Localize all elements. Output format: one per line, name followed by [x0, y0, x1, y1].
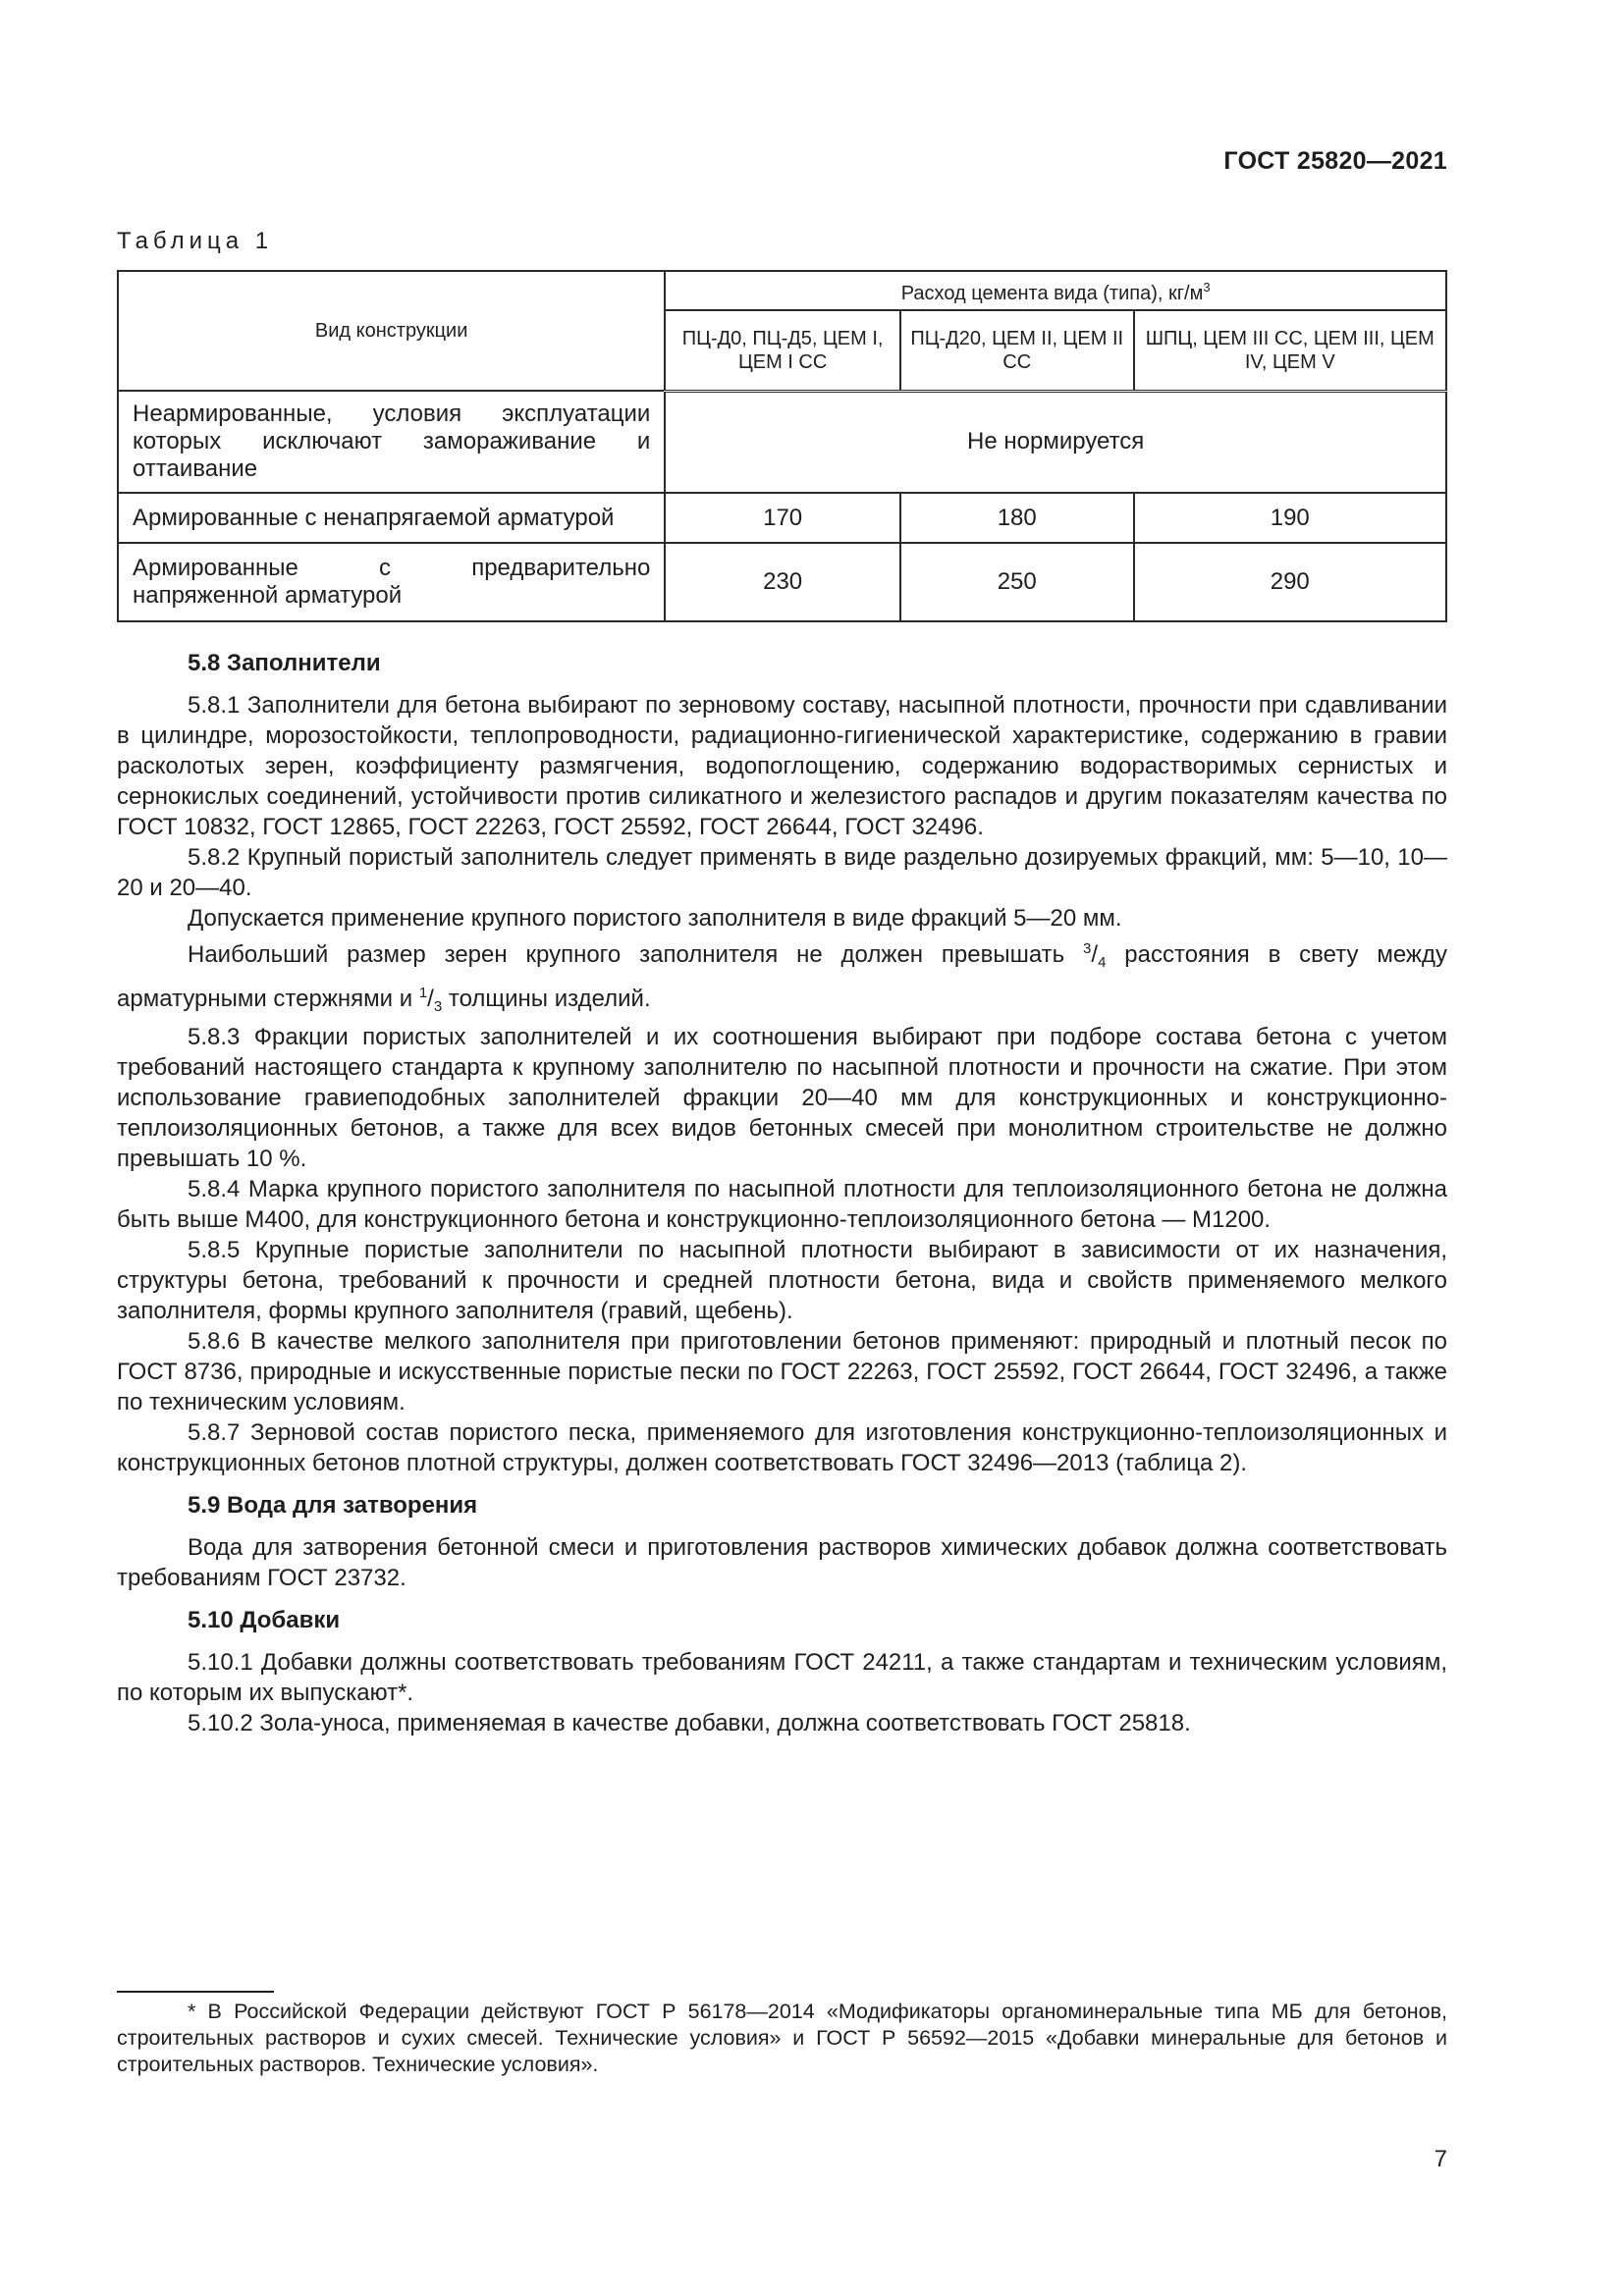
- section-heading-5-10: 5.10 Добавки: [188, 1607, 341, 1633]
- fraction-one-third: $^1/_3$: [418, 985, 443, 1015]
- table-caption: Таблица 1: [117, 228, 274, 254]
- standard-code-header: ГОСТ 25820—2021: [1223, 147, 1447, 175]
- paragraph-5-10-1: 5.10.1 Добавки должны соответствовать требованиям ГОСТ 24211, а также стандартам и техническим условиям, по которым их выпускают*.: [117, 1649, 1447, 1706]
- header-construction-type: Вид конструкции: [118, 271, 665, 391]
- paragraph-5-8-7: 5.8.7 Зерновой состав пористого песка, применяемого для изготовления конструкционно-теплоизоляционных и конструкционных бетонов плотной структуры, должен соответствовать ГОСТ 32496—2013 (таблица 2).: [117, 1419, 1447, 1476]
- page-number: 7: [1434, 2146, 1447, 2172]
- row-value: 170: [665, 493, 900, 543]
- row-value: 250: [900, 543, 1134, 621]
- table-row: [118, 493, 1446, 543]
- footnote: * В Российской Федерации действуют ГОСТ Р 56178—2014 «Модификаторы органоминеральные типа МБ для бетонов, строительных растворов и сухих смесей. Технические условия» и ГОСТ Р 56592—2015 «Добавки минеральные для бетонов и строительных растворов. Технические условия».: [117, 2000, 1447, 2076]
- header-cement-type-2: ПЦ-Д20, ЦЕМ II, ЦЕМ II СС: [900, 310, 1134, 391]
- paragraph-5-8-6: 5.8.6 В качестве мелкого заполнителя при приготовлении бетонов применяют: природный и плотный песок по ГОСТ 8736, природные и искусственные пористые пески по ГОСТ 22263, ГОСТ 25592, ГОСТ 26644, ГОСТ 32496, а также по техническим условиям.: [117, 1328, 1447, 1415]
- paragraph-5-8-2: 5.8.2 Крупный пористый заполнитель следует применять в виде раздельно дозируемых фракций, мм: 5—10, 10—20 и 20—40.: [117, 844, 1447, 901]
- paragraph-5-8-5: 5.8.5 Крупные пористые заполнители по насыпной плотности выбирают в зависимости от их назначения, структуры бетона, требований к прочности и средней плотности бетона, вида и свойств применяемого мелкого заполнителя, формы крупного заполнителя (гравий, щебень).: [117, 1237, 1447, 1324]
- section-heading-5-8: 5.8 Заполнители: [188, 650, 381, 676]
- paragraph-5-8-3: 5.8.3 Фракции пористых заполнителей и их соотношения выбирают при подборе состава бетона с учетом требований настоящего стандарта к крупному заполнителю по насыпной плотности и прочности на сжатие. При этом использование гравиеподобных заполнителей фракции 20—40 мм для конструкционных и конструкционно-теплоизоляционных бетонов, а также для всех видов бетонных смесей при монолитном строительстве не должно превышать 10 %.: [117, 1024, 1447, 1172]
- row-name: Неармированные, условия эксплуатации которых исключают замораживание и оттаивание: [118, 391, 665, 493]
- table-row: [118, 391, 1446, 493]
- row-value: 230: [665, 543, 900, 621]
- paragraph-max-grain-size: Наибольший размер зерен крупного заполнителя не должен превышать $^3/_4$ расстояния в свету между арматурными стержнями и $^1/_3$ толщины изделий.: [117, 940, 1447, 1015]
- row-name: Армированные с предварительно напряженной арматурой: [118, 543, 665, 621]
- section-heading-5-9: 5.9 Вода для затворения: [188, 1492, 478, 1519]
- paragraph-5-8-4: 5.8.4 Марка крупного пористого заполнителя по насыпной плотности для теплоизоляционного бетона не должна быть выше М400, для конструкционного бетона и конструкционно-теплоизоляционного бетона — М1200.: [117, 1176, 1447, 1233]
- document-body: [117, 648, 1447, 1738]
- table-row: [118, 543, 1446, 621]
- row-value: 290: [1134, 543, 1446, 621]
- header-cement-type-1: ПЦ-Д0, ПЦ-Д5, ЦЕМ I, ЦЕМ I СС: [665, 310, 900, 391]
- row-merged-value: Не нормируется: [665, 391, 1446, 493]
- row-name: Армированные с ненапрягаемой арматурой: [118, 493, 665, 543]
- paragraph-5-8-1: 5.8.1 Заполнители для бетона выбирают по зерновому составу, насыпной плотности, прочности при сдавливании в цилиндре, морозостойкости, теплопроводности, радиационно-гигиенической характеристике, содержанию в гравии расколотых зерен, коэффициенту размягчения, водопоглощению, содержанию водорастворимых сернистых и сернокислых соединений, устойчивости против силикатного и железистого распадов и другим показателям качества по ГОСТ 10832, ГОСТ 12865, ГОСТ 22263, ГОСТ 25592, ГОСТ 26644, ГОСТ 32496.: [117, 692, 1447, 840]
- footnote-divider: [117, 1991, 274, 1993]
- paragraph-5-10-2: 5.10.2 Зола-уноса, применяемая в качестве добавки, должна соответствовать ГОСТ 25818.: [188, 1710, 1191, 1736]
- fraction-three-quarters: $^3/_4$: [1083, 940, 1107, 971]
- paragraph-5-9: Вода для затворения бетонной смеси и приготовления растворов химических добавок должна соответствовать требованиям ГОСТ 23732.: [117, 1534, 1447, 1591]
- cement-consumption-table: [117, 270, 1447, 622]
- row-value: 180: [900, 493, 1134, 543]
- paragraph-fractions-5-20: Допускается применение крупного пористого заполнителя в виде фракций 5—20 мм.: [188, 905, 1122, 932]
- header-cement-type-3: ШПЦ, ЦЕМ III СС, ЦЕМ III, ЦЕМ IV, ЦЕМ V: [1134, 310, 1446, 391]
- row-value: 190: [1134, 493, 1446, 543]
- header-cement-consumption: Расход цемента вида (типа), $кг/м^3$: [665, 271, 1446, 310]
